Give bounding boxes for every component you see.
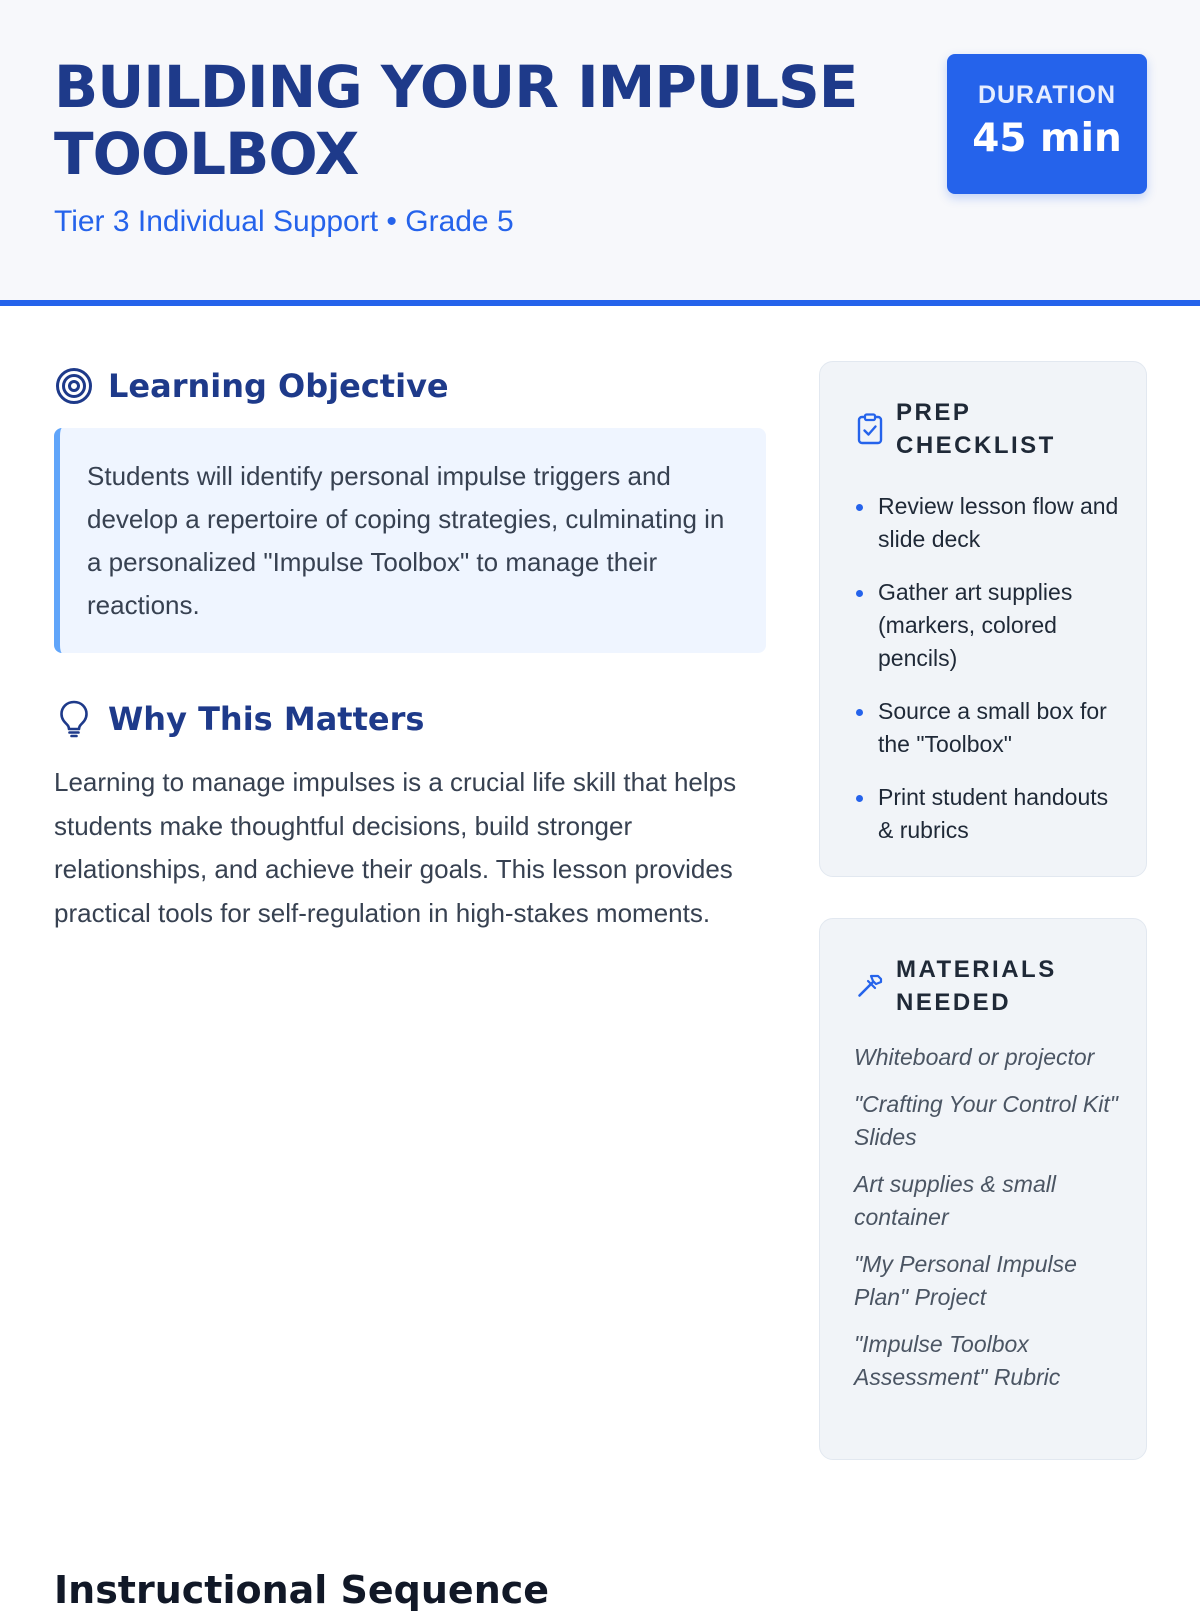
lightbulb-icon: [54, 699, 94, 739]
materials-header: [854, 953, 1096, 1019]
materials-item: Whiteboard or projector: [854, 1044, 1095, 1070]
why-heading-text: Why This Matters: [108, 700, 425, 738]
checklist-item-text: Review lesson flow and slide deck: [878, 493, 1119, 552]
materials-item: "My Personal Impulse Plan" Project: [854, 1251, 1077, 1310]
checklist-item: [854, 576, 1124, 675]
checklist-item-text: Gather art supplies (markers, colored pencils): [878, 579, 1073, 671]
materials-item: Art supplies & small container: [854, 1171, 1056, 1230]
target-icon: [54, 366, 94, 406]
prep-checklist: [854, 490, 1124, 867]
why-heading: [54, 699, 424, 739]
lesson-subtitle: Tier 3 Individual Support • Grade 5: [54, 205, 514, 238]
checklist-item-text: Source a small box for the "Toolbox": [878, 698, 1107, 757]
bullet-icon: [856, 795, 863, 802]
page-title: BUILDING YOUR IMPULSE TOOLBOX: [54, 53, 858, 188]
duration-badge: [947, 54, 1147, 194]
objective-text: Students will identify personal impulse triggers and develop a repertoire of coping strategies, culminating in a personalized "Impulse Toolbox" to manage their reactions.: [87, 461, 725, 620]
prep-checklist-card: [819, 361, 1147, 877]
clipboard-check-icon: [854, 413, 886, 445]
objective-box: [54, 428, 766, 653]
materials-list: [854, 1041, 1124, 1408]
materials-item: "Impulse Toolbox Assessment" Rubric: [854, 1331, 1061, 1390]
why-text: Learning to manage impulses is a crucial life skill that helps students make thoughtful decisions, build stronger relationships, and achieve their goals. This lesson provides practical tools for self-regulation in high-stakes moments.: [54, 767, 737, 928]
prep-checklist-title: PREP CHECKLIST: [896, 399, 1056, 459]
bullet-icon: [856, 709, 863, 716]
objective-heading: [54, 366, 449, 406]
duration-value: 45 min: [972, 116, 1122, 161]
checklist-item: [854, 695, 1124, 761]
prep-checklist-header: [854, 396, 1096, 462]
lesson-header: [0, 0, 1200, 306]
instructional-sequence-heading: Instructional Sequence: [54, 1568, 550, 1612]
materials-card: [819, 918, 1147, 1460]
checklist-item: [854, 490, 1124, 556]
bullet-icon: [856, 590, 863, 597]
bullet-icon: [856, 504, 863, 511]
checklist-item: [854, 781, 1124, 847]
hammer-icon: [854, 970, 886, 1002]
objective-heading-text: Learning Objective: [108, 367, 449, 405]
materials-title: MATERIALS NEEDED: [896, 956, 1057, 1016]
checklist-item-text: Print student handouts & rubrics: [878, 784, 1109, 843]
duration-label: DURATION: [977, 81, 1117, 109]
materials-item: "Crafting Your Control Kit" Slides: [854, 1091, 1118, 1150]
